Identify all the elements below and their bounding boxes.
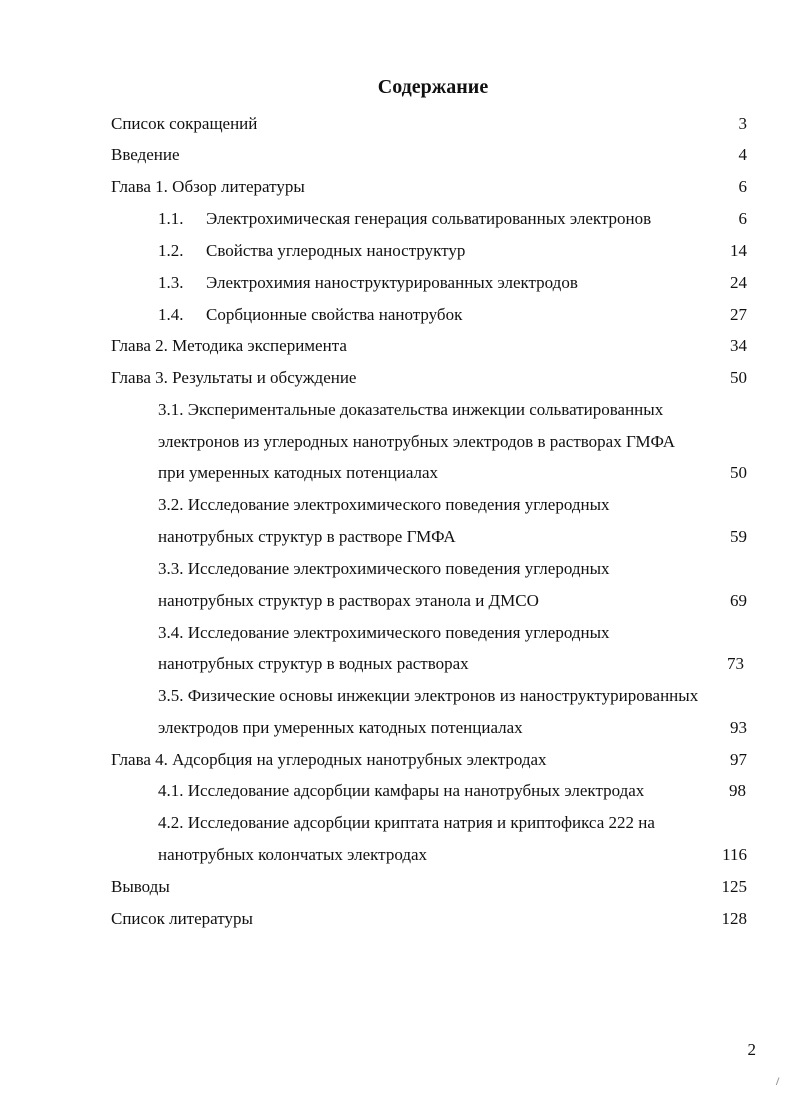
toc-entry-chapter-2 (0, 334, 796, 358)
toc-section-4-1 (0, 779, 796, 803)
toc-section-number: 1.4. (158, 305, 184, 324)
toc-section-label: при умеренных катодных потенциалах (158, 463, 439, 482)
toc-section-1-1 (0, 207, 796, 231)
toc-section-label: Сорбционные свойства нанотрубок (206, 305, 463, 324)
toc-section-label: электродов при умеренных катодных потенциалах (158, 718, 523, 737)
toc-entry-label: Глава 1. Обзор литературы (111, 177, 305, 196)
toc-section-3-1-line-1 (0, 398, 796, 422)
toc-entry-page: 24 (730, 273, 747, 292)
toc-entry-conclusions (0, 875, 796, 899)
toc-section-label: 4.2. Исследование адсорбции криптата натрия и криптофикса 222 на (158, 813, 655, 832)
toc-entry-page: 125 (721, 877, 747, 896)
toc-entry-label: Список сокращений (111, 114, 258, 133)
toc-entry-page: 98 (729, 781, 746, 800)
toc-section-4-2-line-2 (0, 843, 796, 867)
toc-entry-label: Введение (111, 145, 180, 164)
toc-section-3-5-line-1 (0, 684, 796, 708)
toc-entry-page: 69 (730, 591, 747, 610)
toc-section-number: 1.1. (158, 209, 184, 228)
toc-section-label: нанотрубных структур в растворе ГМФА (158, 527, 456, 546)
scan-mark (776, 1077, 783, 1086)
toc-entry-page: 6 (738, 209, 747, 228)
toc-entry-label: Глава 2. Методика эксперимента (111, 336, 347, 355)
toc-section-label: Электрохимия наноструктурированных электродов (206, 273, 578, 292)
toc-section-3-2-line-1 (0, 493, 796, 517)
toc-entry-page: 93 (730, 718, 747, 737)
toc-entry-page: 50 (730, 368, 747, 387)
toc-section-3-1-line-3 (0, 461, 796, 485)
toc-section-label: 3.1. Экспериментальные доказательства инжекции сольватированных (158, 400, 664, 419)
toc-section-1-2 (0, 239, 796, 263)
toc-section-3-3-line-2 (0, 589, 796, 613)
toc-section-1-4 (0, 303, 796, 327)
toc-entry-introduction (0, 143, 796, 167)
toc-section-number: 1.2. (158, 241, 184, 260)
toc-section-4-2-line-1 (0, 811, 796, 835)
page-number: 2 (747, 1040, 756, 1059)
toc-section-3-4-line-2 (0, 652, 796, 676)
toc-entry-label: Глава 3. Результаты и обсуждение (111, 368, 357, 387)
toc-section-label: 3.3. Исследование электрохимического поведения углеродных (158, 559, 610, 578)
toc-entry-page: 116 (722, 845, 747, 864)
toc-entry-page: 73 (727, 654, 744, 673)
toc-section-label: 3.2. Исследование электрохимического поведения углеродных (158, 495, 610, 514)
toc-section-label: нанотрубных колончатых электродах (158, 845, 428, 864)
toc-entry-references (0, 907, 796, 931)
toc-section-3-2-line-2 (0, 525, 796, 549)
toc-section-label: Свойства углеродных наноструктур (206, 241, 466, 260)
toc-entry-page: 128 (721, 909, 747, 928)
toc-section-label: нанотрубных структур в водных растворах (158, 654, 469, 673)
toc-section-number: 1.3. (158, 273, 184, 292)
toc-section-label: нанотрубных структур в растворах этанола и ДМСО (158, 591, 539, 610)
toc-entry-page: 34 (730, 336, 747, 355)
toc-entry-abbreviations (0, 112, 796, 136)
toc-entry-page: 97 (730, 750, 747, 769)
toc-section-3-5-line-2 (0, 716, 796, 740)
toc-section-label: Электрохимическая генерация сольватированных электронов (206, 209, 652, 228)
toc-entry-chapter-3 (0, 366, 796, 390)
toc-section-label: 3.4. Исследование электрохимического поведения углеродных (158, 623, 610, 642)
toc-section-3-1-line-2 (0, 430, 796, 454)
toc-section-label: электронов из углеродных нанотрубных электродов в растворах ГМФА (158, 432, 676, 451)
toc-entry-page: 14 (730, 241, 747, 260)
toc-section-3-3-line-1 (0, 557, 796, 581)
toc-entry-chapter-4 (0, 748, 796, 772)
toc-section-1-3 (0, 271, 796, 295)
toc-section-3-4-line-1 (0, 621, 796, 645)
toc-section-label: 3.5. Физические основы инжекции электронов из наноструктурированных (158, 686, 699, 705)
toc-entry-page: 3 (738, 114, 747, 133)
toc-section-label: 4.1. Исследование адсорбции камфары на нанотрубных электродах (158, 781, 645, 800)
toc-entry-chapter-1 (0, 175, 796, 199)
toc-entry-page: 4 (738, 145, 747, 164)
toc-entry-page: 6 (738, 177, 747, 196)
toc-entry-page: 27 (730, 305, 747, 324)
toc-entry-label: Глава 4. Адсорбция на углеродных нанотрубных электродах (111, 750, 547, 769)
toc-entry-label: Выводы (111, 877, 170, 896)
toc-entry-label: Список литературы (111, 909, 253, 928)
toc-entry-page: 50 (730, 463, 747, 482)
toc-entry-page: 59 (730, 527, 747, 546)
page-title: Содержание (377, 76, 489, 98)
